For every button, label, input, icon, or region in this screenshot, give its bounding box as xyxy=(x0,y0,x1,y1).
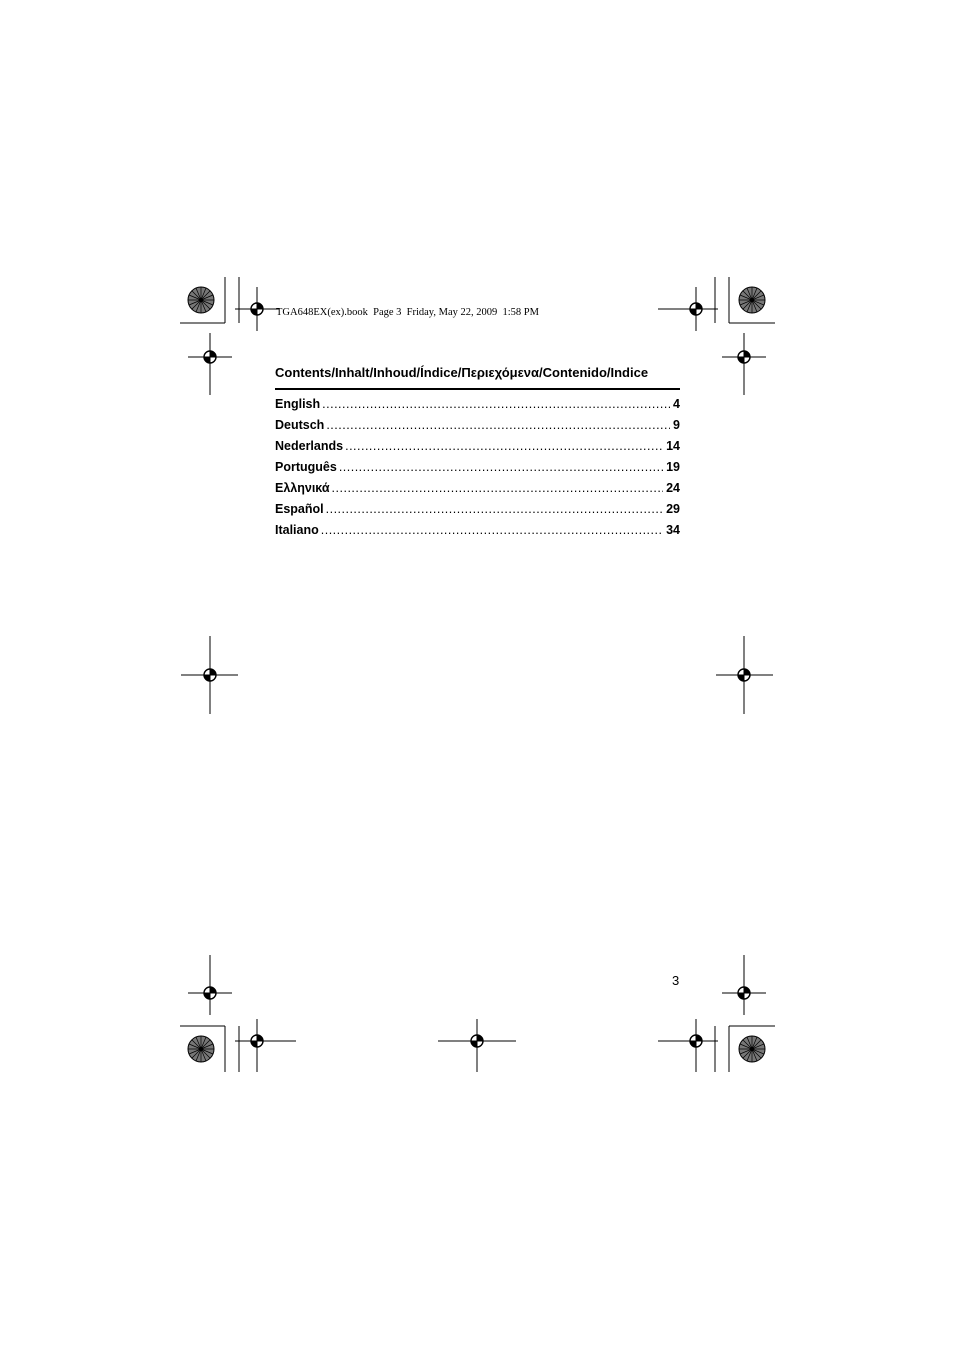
dot-leader xyxy=(332,481,664,495)
toc-item-nederlands[interactable] xyxy=(275,439,680,460)
title-divider xyxy=(275,388,680,390)
toc-item-label: Português xyxy=(275,460,337,474)
dot-leader xyxy=(345,439,663,453)
toc-item-label: Ελληνικά xyxy=(275,481,330,495)
dot-leader xyxy=(326,502,663,516)
toc-item-greek[interactable] xyxy=(275,481,680,502)
page-number: 3 xyxy=(672,973,680,988)
dot-leader xyxy=(321,523,663,537)
toc-item-portugues[interactable] xyxy=(275,460,680,481)
toc-item-page: 34 xyxy=(666,523,680,537)
toc-title: Contents/Inhalt/Inhoud/Índice/Περιεχόμενα/Contenido/Indice xyxy=(275,365,649,380)
toc-item-label: Deutsch xyxy=(275,418,325,432)
toc-item-deutsch[interactable] xyxy=(275,418,680,439)
toc-item-english[interactable] xyxy=(275,397,680,418)
toc-list xyxy=(275,397,680,544)
toc-item-page: 19 xyxy=(666,460,680,474)
toc-item-page: 24 xyxy=(666,481,680,495)
toc-item-label: English xyxy=(275,397,321,411)
dot-leader xyxy=(322,397,670,411)
toc-item-label: Nederlands xyxy=(275,439,344,453)
toc-item-label: Español xyxy=(275,502,324,516)
toc-item-page: 14 xyxy=(666,439,680,453)
toc-item-espanol[interactable] xyxy=(275,502,680,523)
toc-item-page: 29 xyxy=(666,502,680,516)
toc-item-italiano[interactable] xyxy=(275,523,680,544)
toc-item-page: 4 xyxy=(673,397,680,411)
dot-leader xyxy=(339,460,663,474)
dot-leader xyxy=(326,418,670,432)
print-slug-header: TGA648EX(ex).book Page 3 Friday, May 22, 2009 1:58 PM xyxy=(276,307,539,318)
toc-item-page: 9 xyxy=(673,418,680,432)
toc-item-label: Italiano xyxy=(275,523,319,537)
